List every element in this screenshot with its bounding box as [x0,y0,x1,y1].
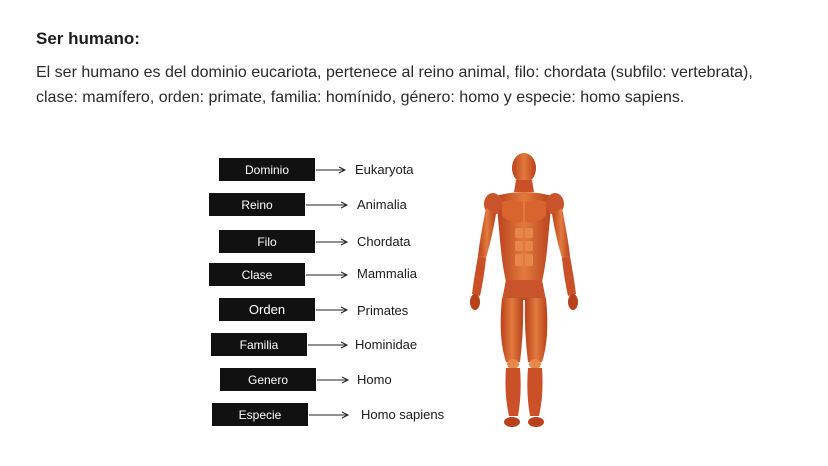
arrow-right-icon [316,235,350,249]
rank-box-familia: Familia [211,333,307,356]
rank-box-genero: Genero [220,368,316,391]
section-heading: Ser humano: [36,29,140,48]
taxon-label-mammalia: Mammalia [357,266,417,281]
arrow-right-icon [306,268,350,282]
arrow-right-icon [316,163,348,177]
taxon-label-chordata: Chordata [357,234,411,249]
rank-box-dominio: Dominio [219,158,315,181]
human-muscle-figure-image [462,148,586,432]
rank-box-clase: Clase [209,263,305,286]
taxon-label-homo: Homo [357,372,392,387]
arrow-right-icon [309,408,351,422]
description-paragraph: El ser humano es del dominio eucariota, pertenece al reino animal, filo: chordata (subfilo: vertebrata), clase: mamífero, orden: primate, familia: homínido, género: homo y especie: homo sapiens. [36,64,753,106]
rank-box-orden: Orden [219,298,315,321]
taxon-label-animalia: Animalia [357,197,407,212]
rank-box-especie: Especie [212,403,308,426]
arrow-right-icon [306,198,350,212]
taxon-label-homo-sapiens: Homo sapiens [361,407,445,422]
arrow-right-icon [308,338,350,352]
taxon-label-hominidae: Hominidae [355,337,418,352]
rank-box-filo: Filo [219,230,315,253]
taxon-label-primates: Primates [357,303,409,318]
arrow-right-icon [316,303,350,317]
rank-box-reino: Reino [209,193,305,216]
taxon-label-eukaryota: Eukaryota [355,162,414,177]
arrow-right-icon [317,373,351,387]
